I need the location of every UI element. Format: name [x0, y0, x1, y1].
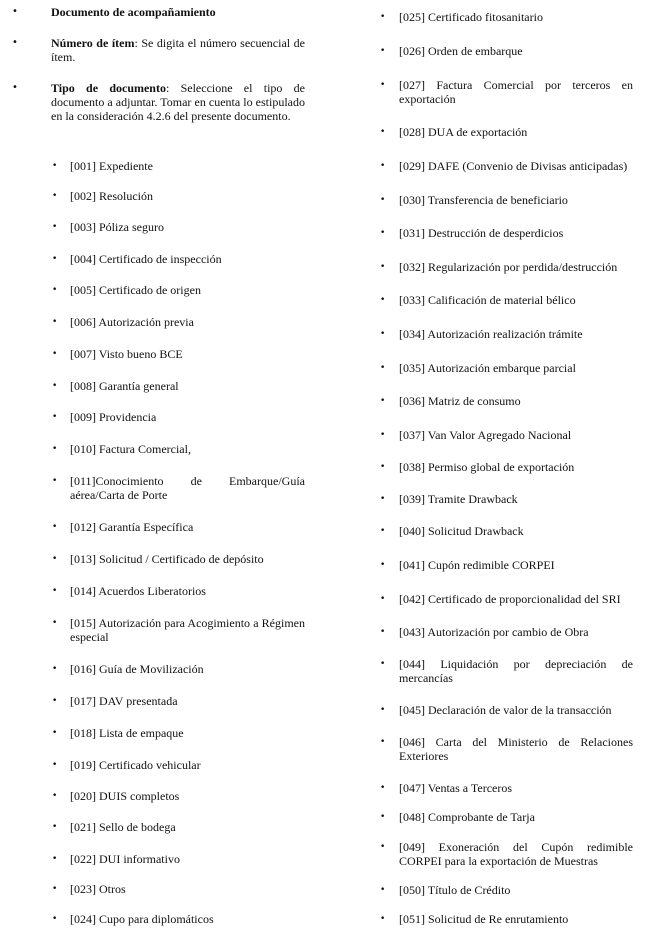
- list-item: [399, 125, 633, 139]
- list-item-text: [009] Providencia: [70, 410, 157, 424]
- list-item: [399, 840, 633, 868]
- bullet: •: [52, 791, 58, 801]
- bullet: •: [52, 728, 58, 738]
- list-item-text: [049] Exoneración del Cupón redimible CORPEI para la exportación de Muestras: [399, 840, 633, 868]
- list-item: [70, 520, 305, 534]
- bullet: •: [380, 46, 386, 56]
- list-item-text: [047] Ventas a Terceros: [399, 781, 513, 795]
- bullet: •: [52, 696, 58, 706]
- list-item: [70, 912, 305, 926]
- bullet: •: [12, 6, 18, 17]
- list-item-text: [015] Autorización para Acogimiento a Régimen especial: [70, 616, 305, 644]
- bullet: •: [52, 222, 58, 232]
- bullet: •: [52, 884, 58, 894]
- bullet: •: [52, 381, 58, 391]
- bullet: •: [380, 396, 386, 406]
- list-item-text: [019] Certificado vehicular: [70, 758, 201, 772]
- bullet: •: [380, 885, 386, 895]
- bullet: •: [52, 476, 58, 486]
- bullet: •: [380, 80, 386, 90]
- list-item: Número de ítem: Se digita el número secuencial de ítem.: [51, 36, 305, 64]
- bullet: •: [380, 705, 386, 715]
- list-item-text: [018] Lista de empaque: [70, 726, 184, 740]
- list-item: [70, 189, 305, 203]
- list-item-text: [041] Cupón redimible CORPEI: [399, 558, 555, 572]
- bullet: •: [380, 462, 386, 472]
- list-item-text: [048] Comprobante de Tarja: [399, 810, 535, 824]
- list-item: [399, 735, 633, 763]
- list-item-text: [003] Póliza seguro: [70, 220, 164, 234]
- list-item: [70, 882, 305, 896]
- list-item-text: [040] Solicitud Drawback: [399, 524, 524, 538]
- bullet: •: [52, 522, 58, 532]
- bullet: •: [52, 822, 58, 832]
- bullet: •: [52, 161, 58, 171]
- list-item: [70, 616, 305, 644]
- list-item: [399, 327, 633, 341]
- list-item: [399, 703, 633, 717]
- bullet: •: [380, 494, 386, 504]
- list-item: [70, 694, 305, 708]
- bullet: •: [52, 412, 58, 422]
- list-item: [399, 460, 633, 474]
- list-item-text: [007] Visto bueno BCE: [70, 347, 183, 361]
- list-item: [70, 252, 305, 266]
- list-item-text: [013] Solicitud / Certificado de depósito: [70, 552, 264, 566]
- list-item: [70, 552, 305, 566]
- list-item-text: [035] Autorización embarque parcial: [399, 361, 576, 375]
- list-item: [399, 10, 633, 24]
- list-item-text: [002] Resolución: [70, 189, 153, 203]
- list-item-text: [034] Autorización realización trámite: [399, 327, 583, 341]
- bullet: •: [52, 554, 58, 564]
- list-item-text: [033] Calificación de material bélico: [399, 293, 576, 307]
- bullet: •: [52, 254, 58, 264]
- list-item: [399, 193, 633, 207]
- list-item-text: [023] Otros: [70, 882, 126, 896]
- list-item: [70, 474, 305, 502]
- list-item-text: [032] Regularización por perdida/destrucción: [399, 260, 618, 274]
- list-item-text: [025] Certificado fitosanitario: [399, 10, 543, 24]
- bullet: •: [380, 627, 386, 637]
- list-item: [70, 852, 305, 866]
- list-item-text: [001] Expediente: [70, 159, 153, 173]
- list-item: [399, 361, 633, 375]
- list-item: [399, 592, 633, 606]
- list-item-text: [042] Certificado de proporcionalidad del SRI: [399, 592, 621, 606]
- list-item-text: [006] Autorización previa: [70, 315, 194, 329]
- list-item: [399, 524, 633, 538]
- bullet: •: [380, 842, 386, 852]
- bullet: •: [52, 444, 58, 454]
- bullet: •: [380, 12, 386, 22]
- list-item: [399, 293, 633, 307]
- list-item-text: [024] Cupo para diplomáticos: [70, 912, 214, 926]
- list-item-text: [004] Certificado de inspección: [70, 252, 222, 266]
- bullet: •: [52, 317, 58, 327]
- list-item: [70, 347, 305, 361]
- bullet: •: [380, 783, 386, 793]
- bullet: •: [380, 329, 386, 339]
- bullet: •: [380, 914, 386, 924]
- bullet: •: [380, 430, 386, 440]
- list-item-text: [012] Garantía Específica: [70, 520, 194, 534]
- list-item-text: [021] Sello de bodega: [70, 820, 176, 834]
- bullet: •: [380, 363, 386, 373]
- list-item: Tipo de documento: Seleccione el tipo de documento a adjuntar. Tomar en cuenta lo estipulado en la consideración 4.2.6 del presente documento.: [51, 81, 305, 123]
- list-item: [399, 625, 633, 639]
- list-item: [70, 442, 305, 456]
- bullet: •: [52, 854, 58, 864]
- list-item-text: [008] Garantía general: [70, 379, 179, 393]
- bullet: •: [380, 737, 386, 747]
- list-item-text: [028] DUA de exportación: [399, 125, 528, 139]
- list-item-text: [027] Factura Comercial por terceros en exportación: [399, 78, 633, 106]
- list-item: [70, 758, 305, 772]
- list-item-text: [044] Liquidación por depreciación de mercancías: [399, 657, 633, 685]
- list-item: [399, 78, 633, 106]
- bullet: •: [380, 560, 386, 570]
- list-item: [399, 226, 633, 240]
- list-item: [70, 789, 305, 803]
- list-item-text: [039] Tramite Drawback: [399, 492, 518, 506]
- bullet: •: [380, 228, 386, 238]
- list-item: Documento de acompañamiento: [51, 5, 216, 19]
- list-item: [70, 726, 305, 740]
- bullet: •: [380, 262, 386, 272]
- list-item-text: [029] DAFE (Convenio de Divisas anticipadas): [399, 159, 628, 173]
- list-item-text: [020] DUIS completos: [70, 789, 180, 803]
- list-item-text: [050] Título de Crédito: [399, 883, 511, 897]
- bullet: •: [380, 594, 386, 604]
- list-item: [70, 315, 305, 329]
- list-item-text: [017] DAV presentada: [70, 694, 178, 708]
- list-item: [70, 410, 305, 424]
- list-item: [399, 260, 633, 274]
- bullet: •: [52, 586, 58, 596]
- list-item: [399, 44, 633, 58]
- bullet: •: [52, 191, 58, 201]
- list-item: [70, 159, 305, 173]
- list-item-text: [014] Acuerdos Liberatorios: [70, 584, 206, 598]
- list-item-text: [030] Transferencia de beneficiario: [399, 193, 568, 207]
- list-item: [399, 912, 633, 926]
- bullet: •: [12, 82, 18, 93]
- list-item: [70, 379, 305, 393]
- list-item: [399, 492, 633, 506]
- list-item: [399, 159, 633, 173]
- list-item: [70, 662, 305, 676]
- list-item: [399, 810, 633, 824]
- list-item: [399, 428, 633, 442]
- bullet: •: [52, 664, 58, 674]
- bullet: •: [52, 914, 58, 924]
- bullet: •: [380, 195, 386, 205]
- bullet: •: [380, 812, 386, 822]
- list-item-text: [045] Declaración de valor de la transacción: [399, 703, 612, 717]
- list-item-text: [036] Matriz de consumo: [399, 394, 521, 408]
- list-item-text: [016] Guía de Movilización: [70, 662, 204, 676]
- bullet: •: [380, 526, 386, 536]
- list-item-text: [011]Conocimiento de Embarque/Guía aérea/Carta de Porte: [70, 474, 305, 502]
- list-item: [70, 584, 305, 598]
- list-item-text: [010] Factura Comercial,: [70, 442, 191, 456]
- bullet: •: [52, 618, 58, 628]
- bullet: •: [52, 349, 58, 359]
- list-item: [70, 220, 305, 234]
- list-item-text: [051] Solicitud de Re enrutamiento: [399, 912, 569, 926]
- list-item-text: [022] DUI informativo: [70, 852, 180, 866]
- bullet: •: [380, 127, 386, 137]
- bullet: •: [12, 37, 18, 48]
- list-item-text: [031] Destrucción de desperdicios: [399, 226, 564, 240]
- list-item-text: [043] Autorización por cambio de Obra: [399, 625, 589, 639]
- list-item: [399, 394, 633, 408]
- bullet: •: [52, 285, 58, 295]
- list-item-text: [046] Carta del Ministerio de Relaciones Exteriores: [399, 735, 633, 763]
- bullet: •: [380, 295, 386, 305]
- bullet: •: [380, 161, 386, 171]
- list-item: [70, 820, 305, 834]
- list-item: [399, 558, 633, 572]
- list-item-text: [038] Permiso global de exportación: [399, 460, 575, 474]
- list-item-text: [005] Certificado de origen: [70, 283, 201, 297]
- bullet: •: [52, 760, 58, 770]
- list-item: [399, 883, 633, 897]
- list-item-text: [037] Van Valor Agregado Nacional: [399, 428, 572, 442]
- list-item: [399, 657, 633, 685]
- list-item: [70, 283, 305, 297]
- bullet: •: [380, 659, 386, 669]
- list-item: [399, 781, 633, 795]
- list-item-text: [026] Orden de embarque: [399, 44, 523, 58]
